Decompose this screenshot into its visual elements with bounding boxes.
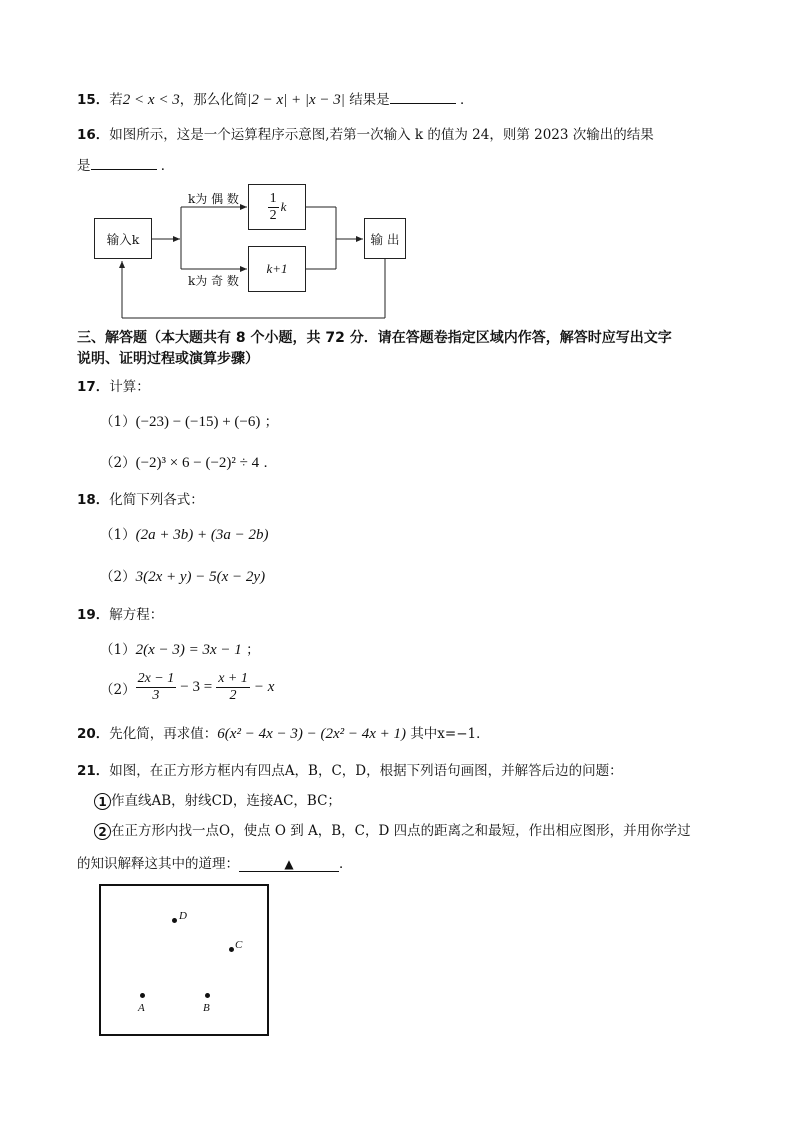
q18-part1 <box>100 523 268 544</box>
circled-number-icon: 1 <box>94 793 111 810</box>
text: 结果是 <box>349 92 390 108</box>
q17-part2 <box>100 451 277 472</box>
point-d <box>172 918 177 923</box>
point-b-label: B <box>203 1002 210 1014</box>
text: − x <box>253 679 275 695</box>
text: （2） <box>100 681 136 698</box>
fraction-right <box>216 671 250 704</box>
question-number: 21． <box>77 763 110 779</box>
text: 的知识解释这其中的道理： <box>77 856 239 872</box>
question-number: 19． <box>77 607 110 623</box>
text: 1 <box>269 190 277 206</box>
question-number: 20． <box>77 726 110 742</box>
text: ． <box>459 92 474 108</box>
question-21 <box>77 759 623 779</box>
text: ． <box>339 856 353 872</box>
point-c-label: C <box>235 939 243 951</box>
text: 输 出 <box>370 231 400 247</box>
text: 2 <box>229 688 237 703</box>
text: 解方程： <box>109 607 164 623</box>
question-18 <box>77 488 204 508</box>
question-20 <box>77 722 490 743</box>
text: 在正方形内找一点O，使点 O 到 A，B，C，D 四点的距离之和最短，作出相应图形，并用你学过 <box>111 823 691 839</box>
text: ； <box>264 414 279 430</box>
q21-step1 <box>94 789 341 810</box>
point-c <box>229 947 234 952</box>
text: 先化简，再求值： <box>109 726 218 742</box>
text: k <box>280 199 287 214</box>
math-expression: |2 − x| + |x − 3| <box>247 92 345 108</box>
text: （2） <box>100 455 136 471</box>
output-box <box>364 218 406 259</box>
point-a <box>140 993 145 998</box>
text: (−23) − (−15) + (−6) <box>135 414 261 430</box>
question-number: 17． <box>77 379 110 395</box>
text: 计算： <box>109 379 150 395</box>
question-text: 如图所示，这是一个运算程序示意图,若第一次输入 k 的值为 24，则第 2023 次输出的结果 <box>109 127 654 143</box>
question-19 <box>77 603 163 623</box>
text: ． <box>160 158 175 174</box>
math-condition: 2 < x < 3 <box>122 92 180 108</box>
q18-part2 <box>100 565 265 586</box>
text: （2） <box>100 569 136 585</box>
flowchart-lines <box>0 0 794 330</box>
q19-part1 <box>100 638 260 659</box>
text: 如图，在正方形方框内有四点A，B，C，D，根据下列语句画图，并解答后边的问题： <box>109 763 623 779</box>
text: 3 <box>152 688 160 703</box>
fraction <box>268 191 279 224</box>
odd-operation-box <box>248 246 306 292</box>
text: （1） <box>100 642 136 658</box>
text: 若 <box>109 92 123 108</box>
point-b <box>205 993 210 998</box>
fraction-left <box>136 671 177 704</box>
text: 化简下列各式： <box>109 492 204 508</box>
text: 2(x − 3) = 3x − 1 <box>135 642 242 658</box>
section-heading: 三、解答题（本大题共有 8 个小题，共 72 分．请在答题卷指定区域内作答，解答时应写出文字 <box>77 330 672 346</box>
question-17 <box>77 375 150 395</box>
text: 2x − 1 <box>137 671 175 686</box>
text: ； <box>246 642 260 658</box>
text: x + 1 <box>218 671 248 686</box>
triangle-icon: ▲ <box>284 857 294 871</box>
question-number: 15． <box>77 92 110 108</box>
q17-part1 <box>100 410 278 431</box>
text: ． <box>263 455 277 471</box>
section-heading-line2: 说明、证明过程或演算步骤） <box>77 351 259 367</box>
question-number: 18． <box>77 492 110 508</box>
question-number: 16． <box>77 127 110 143</box>
text: 输入k <box>106 231 140 247</box>
text: 2 <box>269 207 277 223</box>
text: （1） <box>100 414 136 430</box>
q21-step2 <box>94 819 691 840</box>
text: 3(2x + y) − 5(x − 2y) <box>135 569 266 585</box>
q19-part2 <box>100 671 274 704</box>
text: 是 <box>77 158 91 174</box>
input-box <box>94 218 152 259</box>
answer-blank[interactable] <box>239 857 339 872</box>
text: ，那么化简 <box>179 92 248 108</box>
text: 作直线AB，射线CD，连接AC，BC； <box>111 793 341 809</box>
text: 其中x=−1． <box>410 726 490 742</box>
circled-number-icon: 2 <box>94 823 111 840</box>
q21-line3 <box>77 852 353 872</box>
point-d-label: D <box>179 910 187 922</box>
odd-label: k为 奇 数 <box>188 274 239 288</box>
text: − 3 = <box>180 679 213 695</box>
square-frame <box>99 884 269 1036</box>
text: k+1 <box>266 261 288 276</box>
text: 6(x² − 4x − 3) − (2x² − 4x + 1) <box>217 726 407 742</box>
even-label: k为 偶 数 <box>188 192 239 206</box>
point-a-label: A <box>138 1002 145 1014</box>
text: （1） <box>100 527 136 543</box>
even-operation-box <box>248 184 306 230</box>
text: (−2)³ × 6 − (−2)² ÷ 4 <box>135 455 260 471</box>
text: (2a + 3b) + (3a − 2b) <box>135 527 269 543</box>
